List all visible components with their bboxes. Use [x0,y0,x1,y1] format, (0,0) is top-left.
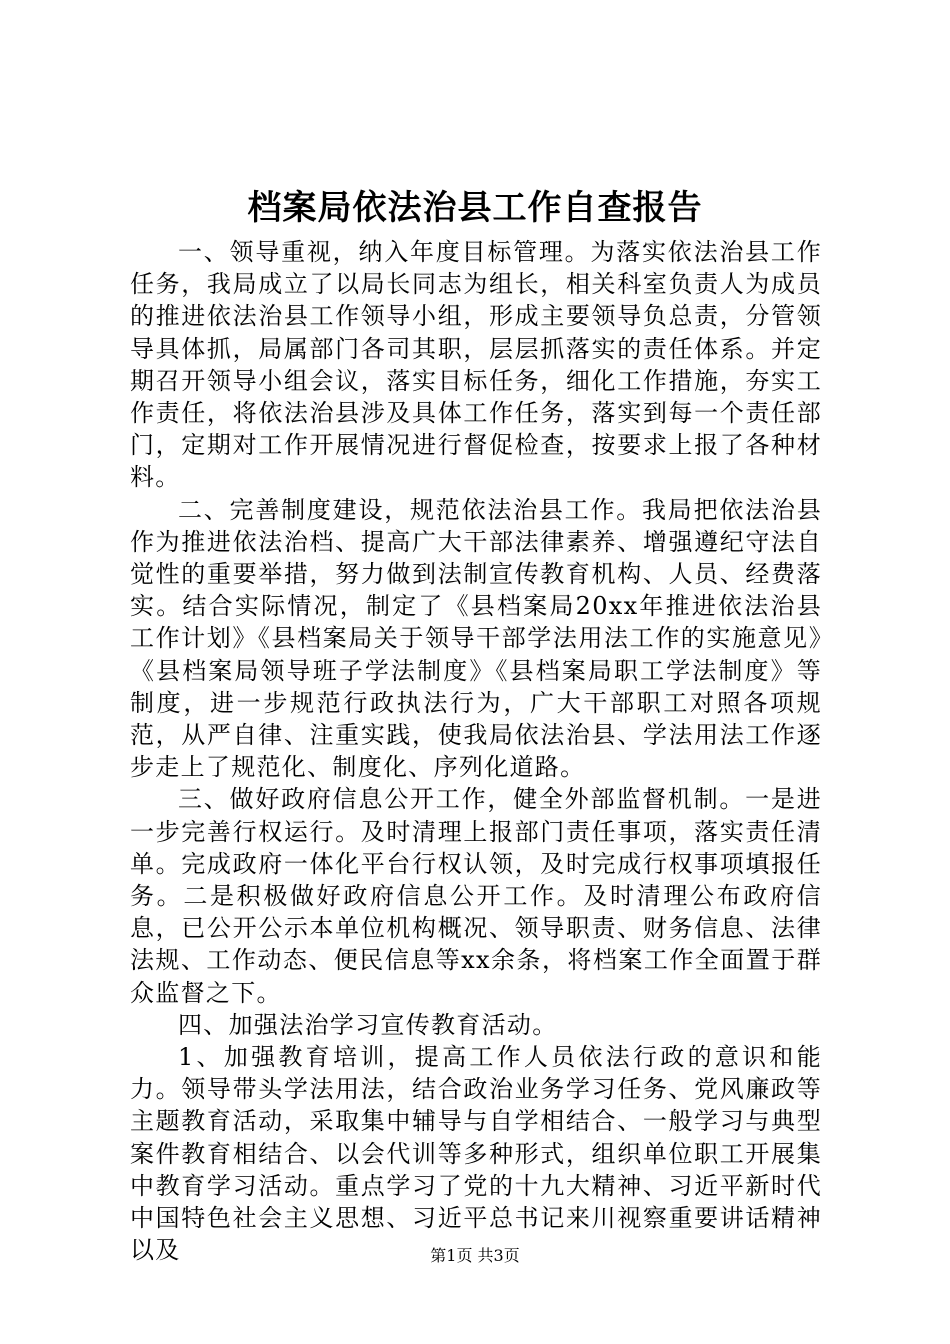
page-number-footer: 第1页 共3页 [430,1246,520,1265]
paragraph-system-building: 二、完善制度建设，规范依法治县工作。我局把依法治县作为推进依法治档、提高广大干部法律素养、增强遵纪守法自觉性的重要举措，努力做到法制宣传教育机构、人员、经费落实。结合实际情况，制定了《县档案局20xx年推进依法治县工作计划》《县档案局关于领导干部学法用法工作的实施意见》《县档案局领导班子学法制度》《县档案局职工学法制度》等制度，进一步规范行政执法行为，广大干部职工对照各项规范，从严自律、注重实践，使我局依法治县、学法用法工作逐步走上了规范化、制度化、序列化道路。 [130,495,822,782]
paragraph-information-disclosure: 三、做好政府信息公开工作，健全外部监督机制。一是进一步完善行权运行。及时清理上报部门责任事项，落实责任清单。完成政府一体化平台行权认领，及时完成行权事项填报任务。二是积极做好政府信息公开工作。及时清理公布政府信息，已公开公示本单位机构概况、领导职责、财务信息、法律法规、工作动态、便民信息等xx余条，将档案工作全面置于群众监督之下。 [130,785,822,1007]
document-body [130,236,822,1267]
document-title: 档案局依法治县工作自查报告 [247,188,703,228]
paragraph-legal-education-heading: 四、加强法治学习宣传教育活动。 [178,1010,558,1039]
paragraph-training: 1、加强教育培训，提高工作人员依法行政的意识和能力。领导带头学法用法，结合政治业务学习任务、党风廉政等主题教育活动，采取集中辅导与自学相结合、一般学习与典型案件教育相结合、以会代训等多种形式，组织单位职工开展集中教育学习活动。重点学习了党的十九大精神、习近平新时代中国特色社会主义思想、习近平总书记来川视察重要讲话精神以及 [130,1043,822,1265]
paragraph-leadership: 一、领导重视，纳入年度目标管理。为落实依法治县工作任务，我局成立了以局长同志为组长，相关科室负责人为成员的推进依法治县工作领导小组，形成主要领导负总责，分管领导具体抓，局属部门各司其职，层层抓落实的责任体系。并定期召开领导小组会议，落实目标任务，细化工作措施，夯实工作责任，将依法治县涉及具体工作任务，落实到每一个责任部门，定期对工作开展情况进行督促检查，按要求上报了各种材料。 [130,238,822,492]
